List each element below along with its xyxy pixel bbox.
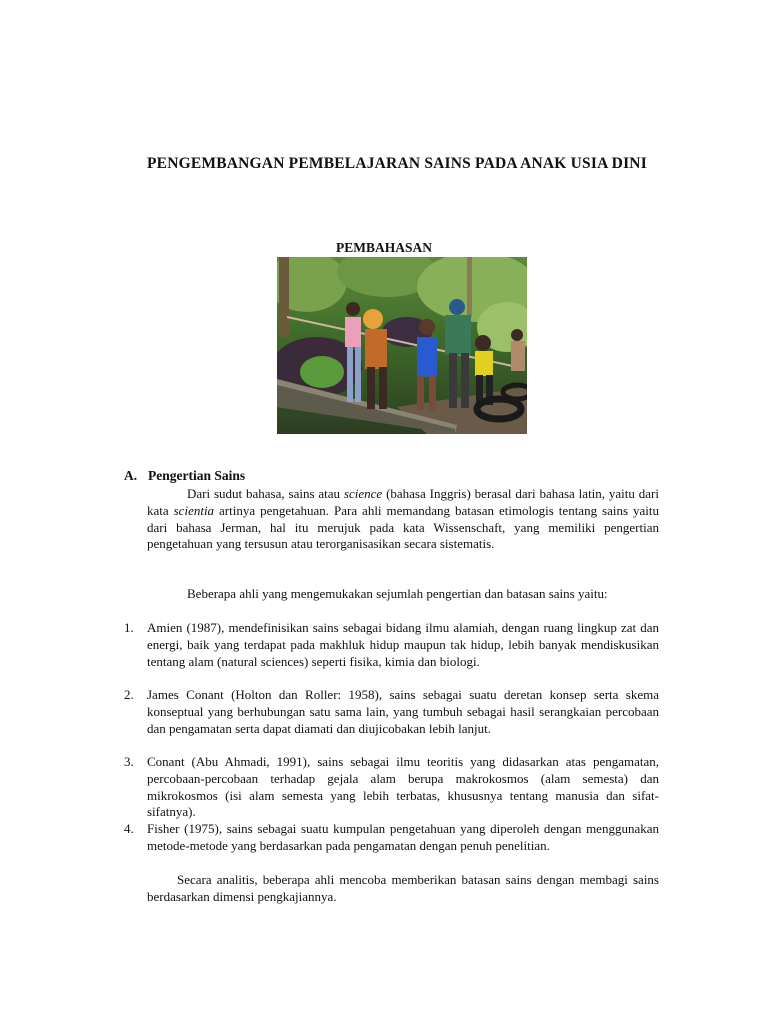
paragraph-analytical: Secara analitis, beberapa ahli mencoba memberikan batasan sains dengan membagi sains berdasarkan dimensi pengkajiannya. (147, 872, 659, 904)
list-text: Amien (1987), mendefinisikan sains sebagai bidang ilmu alamiah, dengan ruang lingkup zat dan energi, baik yang terdapat pada makhluk hidup maupun tak hidup, lebih banyak mendiskusikan tentang alam (natural sciences) seperti fisika, kimia dan biologi. (147, 620, 659, 669)
list-text: Conant (Abu Ahmadi, 1991), sains sebagai ilmu teoritis yang didasarkan atas pengamatan, percobaan-percobaan terhadap gejala alam berupa makrokosmos (alam semesta) dan mikrokosmos (isi alam semesta yang lebih terbatas, khususnya tentang manusia dan sifat-sifatnya). (147, 754, 659, 820)
paragraph-text: Dari sudut bahasa, sains atau (187, 486, 344, 501)
photo-children-tug-of-war (277, 257, 527, 434)
subsection-letter: A. (124, 468, 138, 483)
paragraph-text: (bahasa Inggris) berasal dari bahasa latin, yaitu dari kata (147, 486, 659, 518)
paragraph-text: artinya pengetahuan. Para ahli memandang batasan etimologis tentang sains yaitu dari bahasa Jerman, hal itu merujuk pada kata Wissenschaft, yang memiliki pengertian pengetahuan yang tersusun atau terorganisasikan secara sistematis. (147, 502, 659, 552)
list-item (124, 821, 659, 855)
list-number: 2. (124, 687, 134, 702)
list-text: James Conant (Holton dan Roller: 1958), sains sebagai suatu deretan konsep serta skema konseptual yang berhubungan satu sama lain, yang tumbuh sebagai hasil serangkaian percobaan dan pengamatan serta dapat diamati dan diujicobakan lebih lanjut. (147, 687, 659, 736)
italic-term: science (343, 486, 383, 501)
paragraph-experts-intro: Beberapa ahli yang mengemukakan sejumlah pengertian dan batasan sains yaitu: (187, 586, 608, 601)
list-number: 4. (124, 821, 134, 836)
subsection-title: Pengertian Sains (148, 468, 246, 483)
list-item (124, 687, 659, 737)
list-number: 3. (124, 754, 134, 769)
list-item (124, 754, 659, 821)
italic-term: scientia (173, 502, 215, 518)
photo-illustration (277, 257, 527, 434)
list-item (124, 620, 659, 670)
subsection-heading (124, 468, 245, 484)
list-text: Fisher (1975), sains sebagai suatu kumpulan pengetahuan yang diperoleh dengan menggunakan metode-metode yang berdasarkan pada pengamatan dengan penuh penelitian. (147, 821, 659, 853)
document-title: PENGEMBANGAN PEMBELAJARAN SAINS PADA ANAK USIA DINI (147, 155, 647, 172)
list-number: 1. (124, 620, 134, 635)
section-heading: PEMBAHASAN (335, 240, 432, 255)
paragraph-definition (147, 486, 659, 553)
